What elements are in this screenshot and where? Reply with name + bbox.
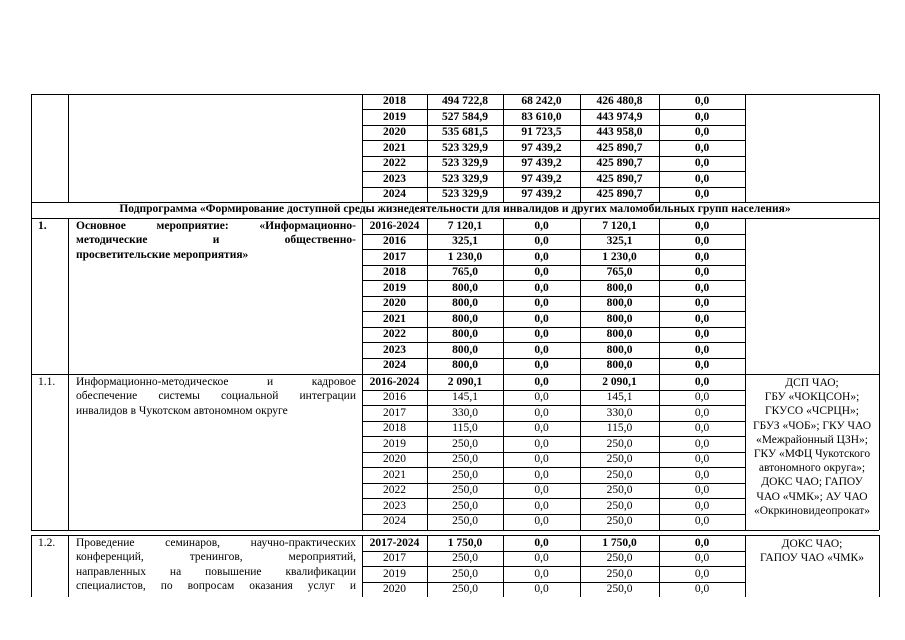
- other-sources-cell: 0,0: [694, 188, 710, 201]
- year-cell: 2019: [383, 110, 406, 123]
- year-cell: 2019: [383, 281, 406, 294]
- responsible-organization-line: автономного округа»;: [758, 462, 866, 475]
- regional-budget-cell: 250,0: [606, 453, 633, 466]
- federal-budget-cell: 97 439,2: [521, 141, 562, 154]
- year-cell: 2024: [383, 515, 406, 528]
- regional-budget-cell: 425 890,7: [596, 188, 643, 201]
- total-cell: 115,0: [452, 422, 478, 435]
- federal-budget-cell: 0,0: [534, 536, 549, 549]
- regional-budget-cell: 7 120,1: [602, 219, 637, 232]
- federal-budget-cell: 0,0: [534, 266, 549, 279]
- year-cell: 2020: [383, 297, 406, 310]
- regional-budget-cell: 425 890,7: [596, 141, 643, 154]
- column-divider: [879, 218, 880, 374]
- item-description-line: просветительские мероприятия»: [76, 248, 249, 261]
- federal-budget-cell: 0,0: [534, 219, 549, 232]
- column-divider: [879, 94, 880, 203]
- total-cell: 494 722,8: [442, 95, 488, 107]
- column-divider: [31, 218, 32, 374]
- responsible-organization-line: ЧАО «ЧМК»; АУ ЧАО: [756, 490, 868, 503]
- column-divider: [745, 218, 746, 374]
- federal-budget-cell: 0,0: [534, 391, 549, 404]
- year-cell: 2020: [383, 583, 406, 596]
- total-cell: 325,1: [452, 235, 478, 248]
- responsible-organization-line: ДСП ЧАО;: [785, 377, 839, 389]
- total-cell: 2 090,1: [447, 375, 483, 388]
- responsible-organization-line: «Окркиновидеопрокат»: [754, 504, 870, 517]
- other-sources-cell: 0,0: [694, 359, 710, 372]
- regional-budget-cell: 250,0: [606, 515, 633, 528]
- federal-budget-cell: 0,0: [534, 552, 549, 565]
- group-bottom-border: [31, 530, 879, 531]
- other-sources-cell: 0,0: [694, 126, 710, 139]
- federal-budget-cell: 0,0: [534, 235, 549, 248]
- year-cell: 2022: [383, 157, 406, 170]
- item-description-line: направленных на повышение квалификации: [76, 565, 356, 578]
- year-cell: 2019: [383, 567, 406, 580]
- total-cell: 250,0: [452, 484, 478, 497]
- total-cell: 765,0: [452, 266, 478, 279]
- column-divider: [879, 374, 880, 530]
- total-cell: 523 329,9: [442, 157, 488, 170]
- regional-budget-cell: 250,0: [606, 567, 633, 580]
- federal-budget-cell: 83 610,0: [521, 110, 562, 123]
- total-cell: 523 329,9: [442, 141, 488, 154]
- other-sources-cell: 0,0: [694, 468, 710, 481]
- total-cell: 523 329,9: [442, 172, 488, 185]
- regional-budget-cell: 250,0: [606, 437, 633, 450]
- federal-budget-cell: 0,0: [534, 484, 549, 497]
- regional-budget-cell: 800,0: [606, 281, 633, 294]
- item-description-line: Проведение семинаров, научно-практических: [76, 537, 356, 549]
- total-cell: 250,0: [452, 567, 478, 580]
- year-cell: 2019: [383, 437, 406, 450]
- other-sources-cell: 0,0: [694, 391, 710, 404]
- total-cell: 250,0: [452, 437, 478, 450]
- regional-budget-cell: 426 480,8: [596, 95, 643, 107]
- responsible-organization-line: ГБУЗ «ЧОБ»; ГКУ ЧАО: [752, 419, 872, 432]
- other-sources-cell: 0,0: [694, 437, 710, 450]
- other-sources-cell: 0,0: [694, 406, 710, 419]
- other-sources-cell: 0,0: [694, 375, 710, 388]
- year-cell: 2017-2024: [369, 536, 420, 549]
- other-sources-cell: 0,0: [694, 499, 710, 512]
- year-cell: 2021: [383, 312, 406, 325]
- other-sources-cell: 0,0: [694, 515, 710, 528]
- column-divider: [31, 374, 32, 530]
- other-sources-cell: 0,0: [694, 157, 710, 170]
- regional-budget-cell: 443 958,0: [596, 126, 643, 139]
- item-number: 1.1.: [38, 376, 56, 388]
- year-cell: 2021: [383, 141, 406, 154]
- column-divider: [31, 535, 32, 597]
- regional-budget-cell: 800,0: [606, 312, 633, 325]
- item-description-line: Информационно-методическое и кадровое: [76, 376, 356, 388]
- federal-budget-cell: 0,0: [534, 453, 549, 466]
- federal-budget-cell: 0,0: [534, 515, 549, 528]
- federal-budget-cell: 68 242,0: [521, 95, 562, 107]
- column-divider: [68, 218, 69, 374]
- other-sources-cell: 0,0: [694, 552, 710, 565]
- other-sources-cell: 0,0: [694, 219, 710, 232]
- other-sources-cell: 0,0: [694, 266, 710, 279]
- federal-budget-cell: 0,0: [534, 328, 549, 341]
- federal-budget-cell: 0,0: [534, 567, 549, 580]
- regional-budget-cell: 145,1: [606, 391, 633, 404]
- column-divider: [31, 94, 32, 203]
- total-cell: 800,0: [452, 297, 478, 310]
- subprogram-right-border: [879, 202, 880, 218]
- other-sources-cell: 0,0: [694, 141, 710, 154]
- total-cell: 250,0: [452, 552, 478, 565]
- year-cell: 2016-2024: [369, 375, 420, 388]
- other-sources-cell: 0,0: [694, 328, 710, 341]
- regional-budget-cell: 115,0: [606, 422, 633, 435]
- total-cell: 250,0: [452, 583, 478, 596]
- total-cell: 800,0: [452, 328, 478, 341]
- federal-budget-cell: 97 439,2: [521, 157, 562, 170]
- total-cell: 250,0: [452, 453, 478, 466]
- federal-budget-cell: 0,0: [534, 375, 549, 388]
- total-cell: 800,0: [452, 359, 478, 372]
- other-sources-cell: 0,0: [694, 343, 710, 356]
- year-cell: 2023: [383, 172, 406, 185]
- other-sources-cell: 0,0: [694, 110, 710, 123]
- other-sources-cell: 0,0: [694, 235, 710, 248]
- group-bottom-border: [31, 202, 879, 203]
- regional-budget-cell: 250,0: [606, 583, 633, 596]
- year-cell: 2016: [383, 391, 406, 404]
- item-description-line: методические и общественно-: [76, 234, 356, 247]
- total-cell: 250,0: [452, 468, 478, 481]
- total-cell: 1 230,0: [447, 250, 483, 263]
- regional-budget-cell: 1 750,0: [602, 536, 637, 549]
- federal-budget-cell: 97 439,2: [521, 188, 562, 201]
- regional-budget-cell: 765,0: [606, 266, 633, 279]
- regional-budget-cell: 250,0: [606, 499, 633, 512]
- federal-budget-cell: 97 439,2: [521, 172, 562, 185]
- total-cell: 7 120,1: [447, 219, 483, 232]
- item-description-line: конференций, тренингов, мероприятий,: [76, 551, 356, 564]
- year-cell: 2016: [383, 235, 406, 248]
- regional-budget-cell: 330,0: [606, 406, 633, 419]
- responsible-organization-line: ГАПОУ ЧАО «ЧМК»: [760, 552, 864, 565]
- year-cell: 2020: [383, 126, 406, 139]
- total-cell: 330,0: [452, 406, 478, 419]
- other-sources-cell: 0,0: [694, 250, 710, 263]
- total-cell: 145,1: [452, 391, 478, 404]
- federal-budget-cell: 0,0: [534, 583, 549, 596]
- item-description-line: инвалидов в Чукотском автономном округе: [76, 404, 288, 417]
- other-sources-cell: 0,0: [694, 484, 710, 497]
- federal-budget-cell: 0,0: [534, 343, 549, 356]
- total-cell: 1 750,0: [447, 536, 483, 549]
- item-number: 1.2.: [38, 537, 56, 549]
- column-divider: [68, 535, 69, 597]
- other-sources-cell: 0,0: [694, 297, 710, 310]
- item-number: 1.: [38, 220, 47, 232]
- federal-budget-cell: 0,0: [534, 468, 549, 481]
- other-sources-cell: 0,0: [694, 95, 710, 107]
- other-sources-cell: 0,0: [694, 422, 710, 435]
- year-cell: 2024: [383, 359, 406, 372]
- year-cell: 2022: [383, 328, 406, 341]
- year-cell: 2023: [383, 343, 406, 356]
- federal-budget-cell: 0,0: [534, 406, 549, 419]
- total-cell: 250,0: [452, 499, 478, 512]
- federal-budget-cell: 0,0: [534, 499, 549, 512]
- column-divider: [745, 94, 746, 203]
- responsible-organization-line: ГКУ «МФЦ Чукотского: [753, 448, 871, 460]
- year-cell: 2021: [383, 468, 406, 481]
- regional-budget-cell: 425 890,7: [596, 172, 643, 185]
- year-cell: 2020: [383, 453, 406, 466]
- year-cell: 2016-2024: [369, 219, 420, 232]
- federal-budget-cell: 0,0: [534, 359, 549, 372]
- year-cell: 2018: [383, 266, 406, 279]
- other-sources-cell: 0,0: [694, 281, 710, 294]
- regional-budget-cell: 250,0: [606, 484, 633, 497]
- regional-budget-cell: 250,0: [606, 468, 633, 481]
- regional-budget-cell: 800,0: [606, 343, 633, 356]
- regional-budget-cell: 443 974,9: [596, 110, 643, 123]
- total-cell: 800,0: [452, 312, 478, 325]
- federal-budget-cell: 0,0: [534, 422, 549, 435]
- year-cell: 2017: [383, 552, 406, 565]
- responsible-organization-line: ДОКС ЧАО; ГАПОУ: [761, 476, 863, 489]
- responsible-organization-line: ГБУ «ЧОКЦСОН»;: [764, 391, 860, 404]
- total-cell: 523 329,9: [442, 188, 488, 201]
- column-divider: [879, 535, 880, 597]
- item-description-line: Основное мероприятие: «Информационно-: [76, 220, 356, 232]
- year-cell: 2017: [383, 250, 406, 263]
- federal-budget-cell: 0,0: [534, 250, 549, 263]
- responsible-organization-line: ДОКС ЧАО;: [781, 538, 843, 550]
- item-description-line: специалистов, по вопросам оказания услуг и: [76, 579, 356, 592]
- column-divider: [68, 94, 69, 203]
- year-cell: 2018: [383, 95, 406, 107]
- other-sources-cell: 0,0: [694, 172, 710, 185]
- year-cell: 2017: [383, 406, 406, 419]
- responsible-organization-line: «Межрайонный ЦЗН»;: [755, 433, 868, 446]
- year-cell: 2023: [383, 499, 406, 512]
- other-sources-cell: 0,0: [694, 583, 710, 596]
- regional-budget-cell: 425 890,7: [596, 157, 643, 170]
- regional-budget-cell: 325,1: [606, 235, 633, 248]
- total-cell: 800,0: [452, 281, 478, 294]
- other-sources-cell: 0,0: [694, 536, 710, 549]
- column-divider: [68, 374, 69, 530]
- federal-budget-cell: 0,0: [534, 297, 549, 310]
- total-cell: 800,0: [452, 343, 478, 356]
- total-cell: 535 681,5: [442, 126, 488, 139]
- regional-budget-cell: 1 230,0: [602, 250, 637, 263]
- other-sources-cell: 0,0: [694, 567, 710, 580]
- subprogram-title: Подпрограмма «Формирование доступной среды жизнедеятельности для инвалидов и других маломобильных групп населения»: [119, 203, 791, 215]
- regional-budget-cell: 800,0: [606, 328, 633, 341]
- regional-budget-cell: 800,0: [606, 297, 633, 310]
- year-cell: 2018: [383, 422, 406, 435]
- federal-budget-cell: 0,0: [534, 312, 549, 325]
- year-cell: 2022: [383, 484, 406, 497]
- other-sources-cell: 0,0: [694, 453, 710, 466]
- responsible-organization-line: ГКУСО «ЧСРЦН»;: [765, 405, 859, 418]
- regional-budget-cell: 250,0: [606, 552, 633, 565]
- total-cell: 527 584,9: [442, 110, 488, 123]
- item-description-line: обеспечение системы социальной интеграции: [76, 390, 356, 403]
- federal-budget-cell: 0,0: [534, 281, 549, 294]
- federal-budget-cell: 0,0: [534, 437, 549, 450]
- total-cell: 250,0: [452, 515, 478, 528]
- federal-budget-cell: 91 723,5: [521, 126, 562, 139]
- year-cell: 2024: [383, 188, 406, 201]
- regional-budget-cell: 800,0: [606, 359, 633, 372]
- other-sources-cell: 0,0: [694, 312, 710, 325]
- regional-budget-cell: 2 090,1: [602, 375, 637, 388]
